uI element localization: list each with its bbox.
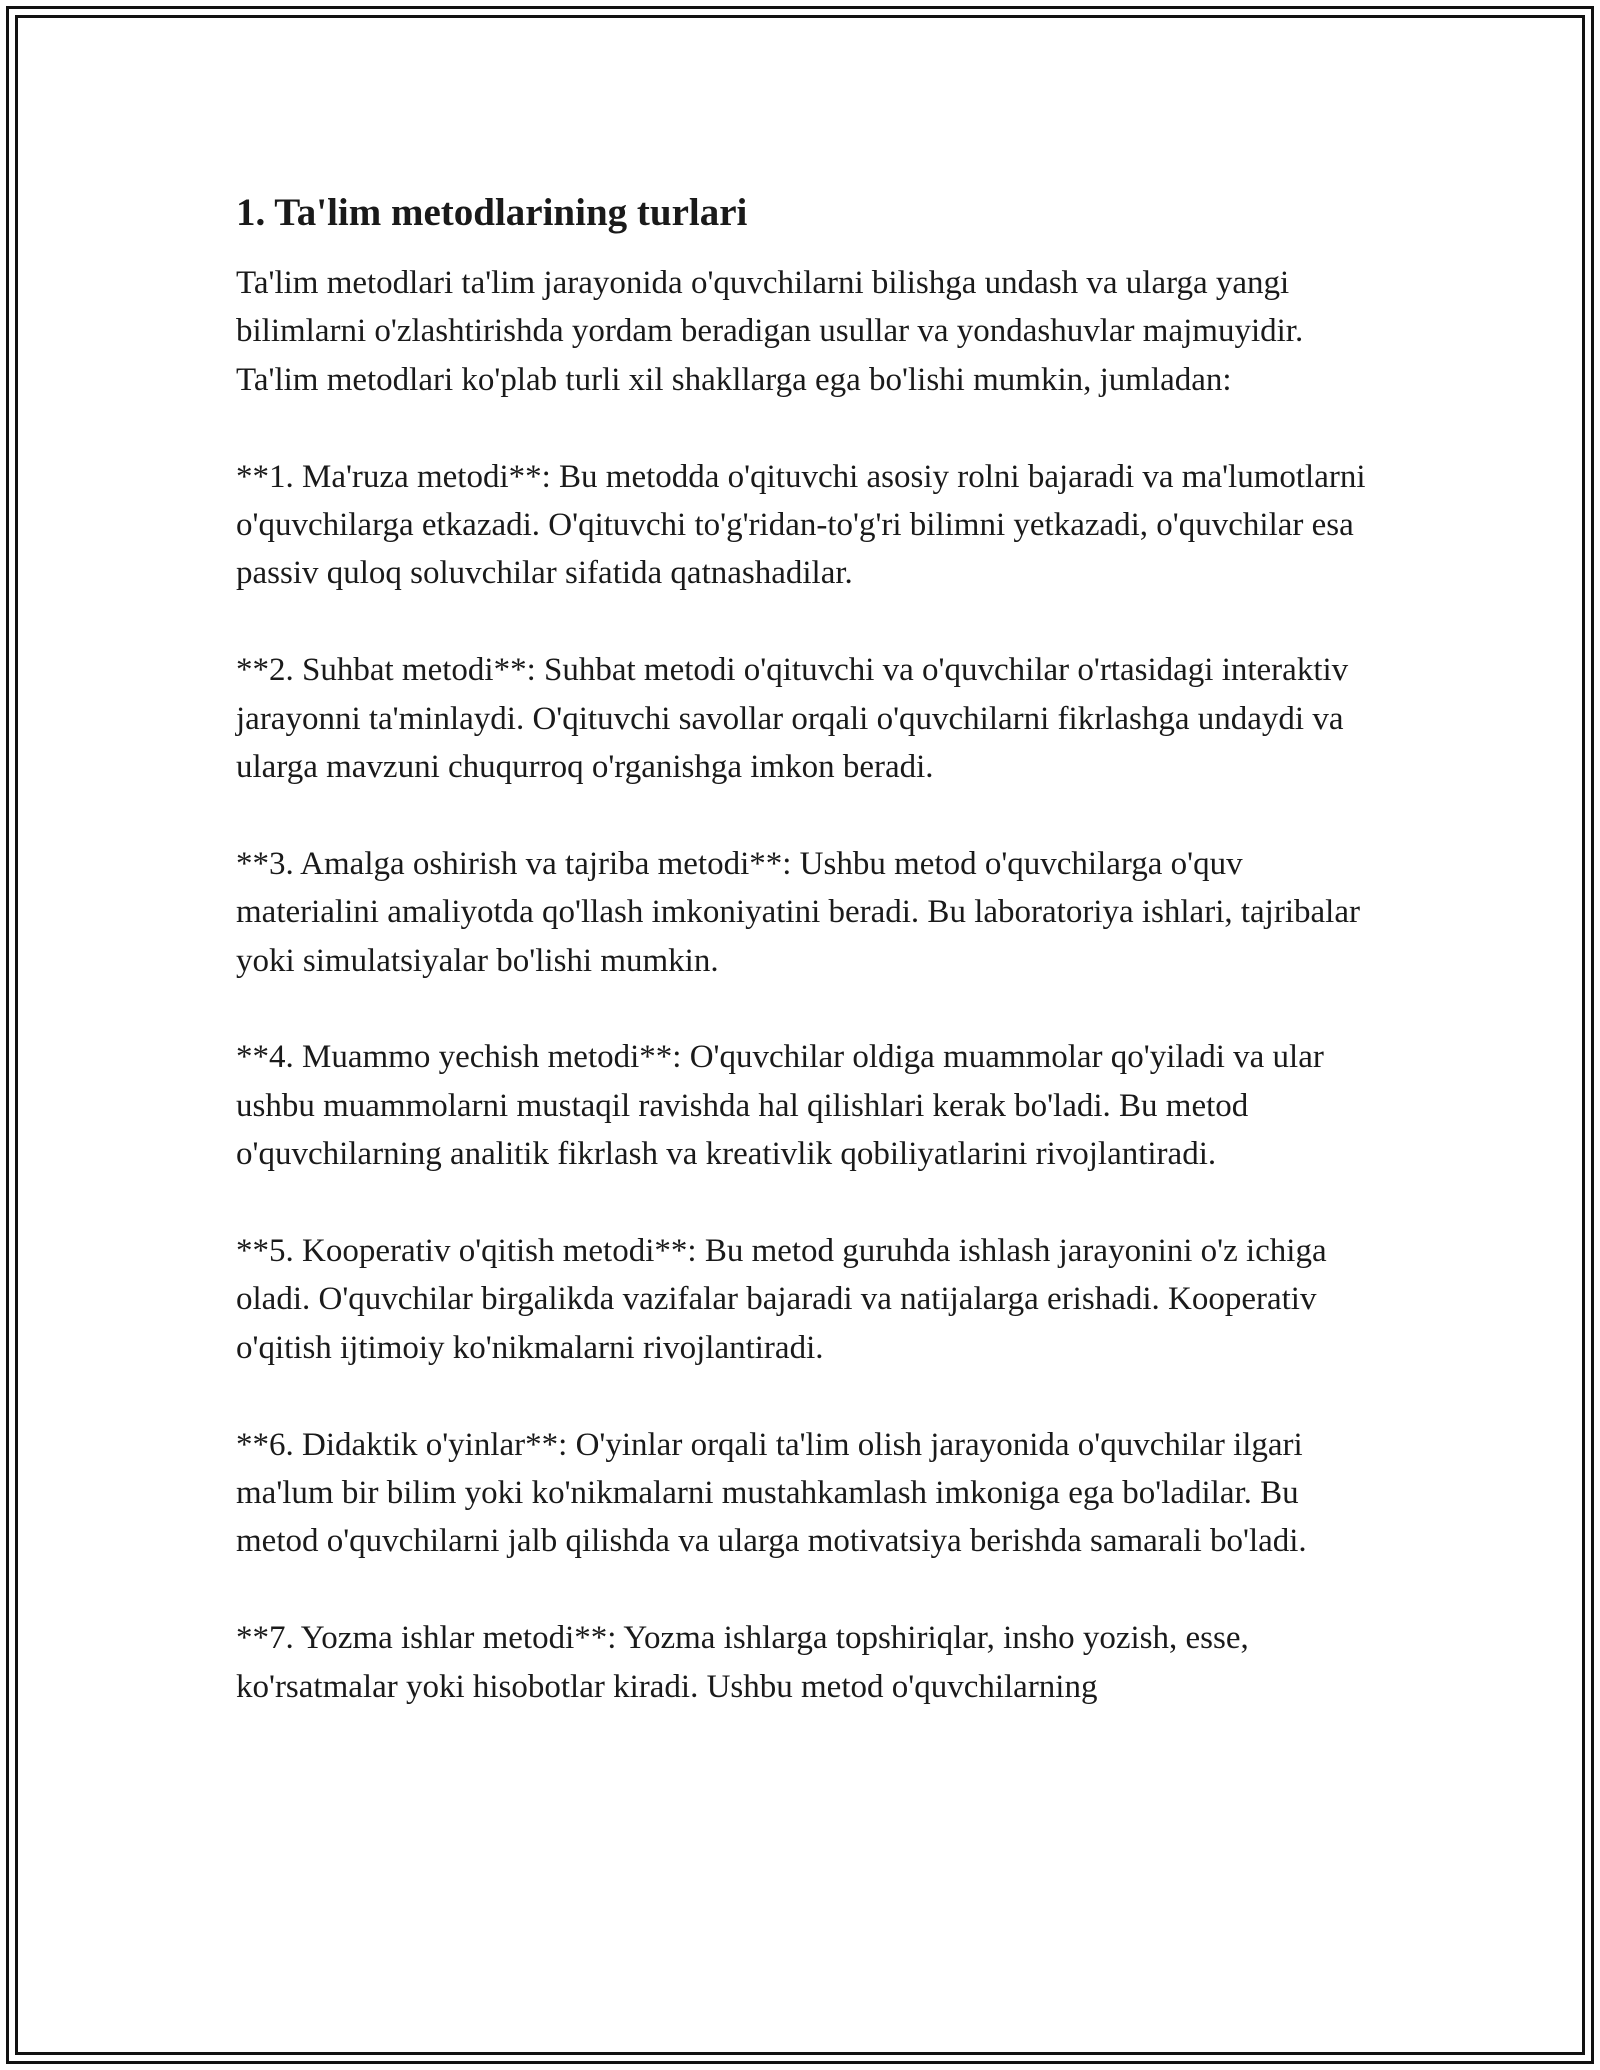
method-paragraph-didactic-games: **6. Didaktik o'yinlar**: O'yinlar orqali ta'lim olish jarayonida o'quvchilar ilgari ma'lum bir bilim yoki ko'nikmalarni mustahkamlash imkoniga ega bo'ladilar. Bu metod o'quvchilarni jalb qilishda va ularga motivatsiya berishda samarali bo'ladi. xyxy=(236,1426,1307,1560)
method-paragraph-lecture: **1. Ma'ruza metodi**: Bu metodda o'qituvchi asosiy rolni bajaradi va ma'lumotlarni o'quvchilarga etkazadi. O'qituvchi to'g'ridan-to'g'ri bilimni yetkazadi, o'quvchilar esa passiv quloq soluvchilar sifatida qatnashadilar. xyxy=(236,458,1366,592)
method-paragraph-problem-solving: **4. Muammo yechish metodi**: O'quvchilar oldiga muammolar qo'yiladi va ular ushbu muammolarni mustaqil ravishda hal qilishlari kerak bo'ladi. Bu metod o'quvchilarning analitik fikrlash va kreativlik qobiliyatlarini rivojlantiradi. xyxy=(236,1039,1324,1173)
method-paragraph-practice: **3. Amalga oshirish va tajriba metodi**: Ushbu metod o'quvchilarga o'quv materialini amaliyotda qo'llash imkoniyatini beradi. Bu laboratoriya ishlari, tajribalar yoki simulatsiyalar bo'lishi mumkin. xyxy=(236,845,1360,979)
method-paragraph-conversation: **2. Suhbat metodi**: Suhbat metodi o'qituvchi va o'quvchilar o'rtasidagi interaktiv jarayonni ta'minlaydi. O'qituvchi savollar orqali o'quvchilarni fikrlashga undaydi va ularga mavzuni chuqurroq o'rganishga imkon beradi. xyxy=(236,652,1349,786)
intro-paragraph: Ta'lim metodlari ta'lim jarayonida o'quvchilarni bilishga undash va ularga yangi bilimlarni o'zlashtirishda yordam beradigan usullar va yondashuvlar majmuyidir. Ta'lim metodlari ko'plab turli xil shakllarga ega bo'lishi mumkin, jumladan: xyxy=(236,265,1304,398)
section-heading: 1. Ta'lim metodlarining turlari xyxy=(236,191,748,234)
document-body xyxy=(236,186,1386,1759)
method-paragraph-cooperative: **5. Kooperativ o'qitish metodi**: Bu metod guruhda ishlash jarayonini o'z ichiga oladi. O'quvchilar birgalikda vazifalar bajaradi va natijalarga erishadi. Kooperativ o'qitish ijtimoiy ko'nikmalarni rivojlantiradi. xyxy=(236,1233,1327,1366)
method-paragraph-written-work: **7. Yozma ishlar metodi**: Yozma ishlarga topshiriqlar, insho yozish, esse, ko'rsatmalar yoki hisobotlar kiradi. Ushbu metod o'quvchilarning xyxy=(236,1620,1249,1705)
